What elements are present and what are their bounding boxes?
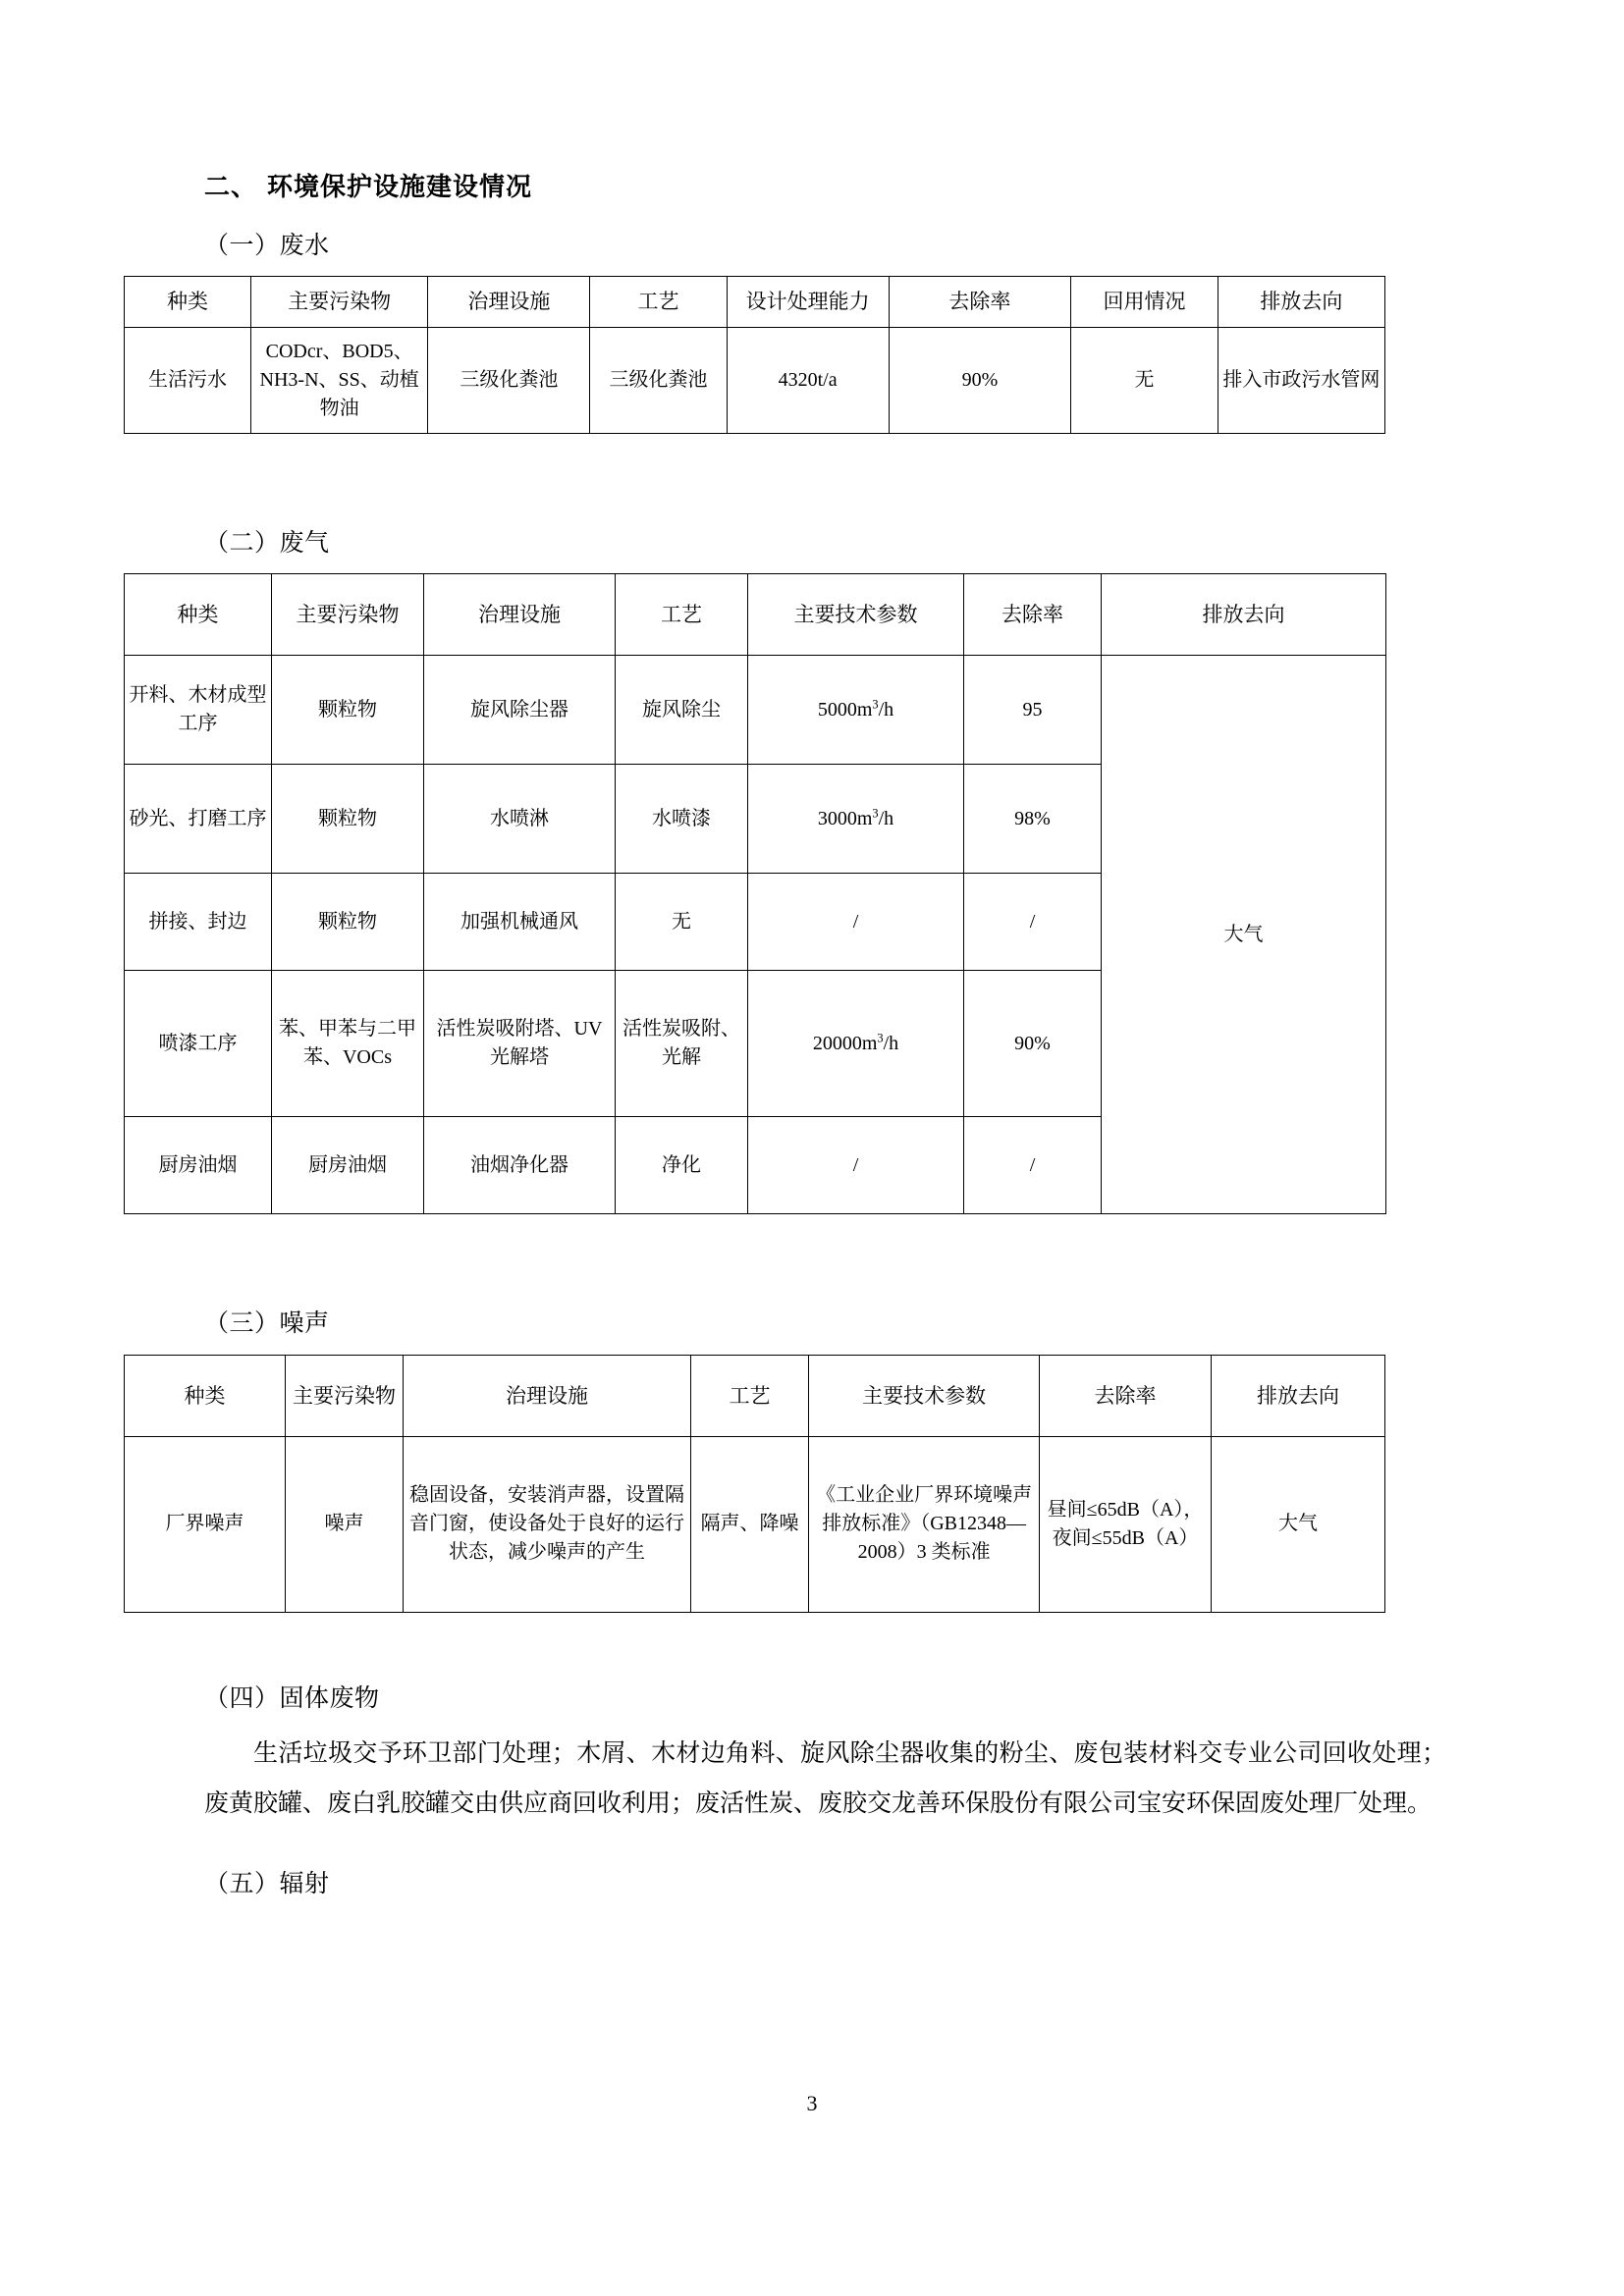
- column-header: 设计处理能力: [727, 277, 889, 327]
- cell-parameter: [748, 1117, 964, 1214]
- cell-pollutants: 颗粒物: [272, 874, 424, 971]
- cell-type: 喷漆工序: [125, 971, 272, 1117]
- cell-removal: 90%: [889, 327, 1071, 433]
- subsection-label-waste-gas: （二）废气: [204, 529, 330, 557]
- cell-parameter: [748, 874, 964, 971]
- cell-facility: 加强机械通风: [424, 874, 616, 971]
- table-header-row: [125, 574, 1386, 656]
- table-row: [125, 656, 1386, 765]
- cell-capacity: 4320t/a: [727, 327, 889, 433]
- cell-reuse: 无: [1071, 327, 1218, 433]
- column-header: 排放去向: [1218, 277, 1384, 327]
- solid-waste-paragraph: 生活垃圾交予环卫部门处理；木屑、木材边角料、旋风除尘器收集的粉尘、废包装材料交专业公司回收处理；废黄胶罐、废白乳胶罐交由供应商回收利用；废活性炭、废胶交龙善环保股份有限公司宝安环保固废处理厂处理。: [204, 1740, 1446, 1818]
- cell-type: 开料、木材成型工序: [125, 656, 272, 765]
- cell-type: 厨房油烟: [125, 1117, 272, 1214]
- param-tail: /h: [883, 1032, 899, 1054]
- column-header: 工艺: [690, 1355, 808, 1436]
- param-value: /: [852, 1153, 859, 1176]
- spacer: [185, 1214, 1446, 1308]
- cell-facility: 活性炭吸附塔、UV 光解塔: [424, 971, 616, 1117]
- wastewater-table: [124, 276, 1385, 433]
- column-header: 治理设施: [428, 277, 590, 327]
- column-header: 去除率: [889, 277, 1071, 327]
- cell-process: 隔声、降噪: [690, 1436, 808, 1612]
- page-number: 3: [806, 2091, 818, 2115]
- spacer: [185, 434, 1446, 528]
- cell-process: 三级化粪池: [590, 327, 727, 433]
- column-header: 主要污染物: [250, 277, 427, 327]
- cell-process: 旋风除尘: [616, 656, 748, 765]
- column-header: 工艺: [590, 277, 727, 327]
- param-value: 3000: [817, 807, 857, 829]
- column-header: 排放去向: [1211, 1355, 1384, 1436]
- param-exponent: 3: [877, 1031, 884, 1045]
- cell-parameter: 《工业企业厂界环境噪声排放标准》（GB12348—2008）3 类标准: [809, 1436, 1040, 1612]
- cell-parameter: [748, 765, 964, 874]
- cell-removal: /: [964, 1117, 1102, 1214]
- table-row: [125, 327, 1385, 433]
- param-tail: /h: [878, 698, 894, 721]
- spacer: [185, 1613, 1446, 1683]
- column-header: 治理设施: [404, 1355, 691, 1436]
- column-header: 主要技术参数: [809, 1355, 1040, 1436]
- cell-discharge-merged: 大气: [1102, 656, 1386, 1214]
- table-row: [125, 1436, 1385, 1612]
- subsection-label-noise: （三）噪声: [204, 1310, 330, 1338]
- cell-removal: /: [964, 874, 1102, 971]
- param-value: 5000: [817, 698, 857, 721]
- cell-type: 砂光、打磨工序: [125, 765, 272, 874]
- param-exponent: 3: [872, 806, 879, 821]
- cell-facility: 三级化粪池: [428, 327, 590, 433]
- param-unit: m: [856, 698, 873, 721]
- column-header: 治理设施: [424, 574, 616, 656]
- cell-pollutants: 苯、甲苯与二甲苯、VOCs: [272, 971, 424, 1117]
- column-header: 回用情况: [1071, 277, 1218, 327]
- spacer: [185, 1830, 1446, 1869]
- cell-type: 厂界噪声: [125, 1436, 286, 1612]
- cell-pollutants: 噪声: [285, 1436, 403, 1612]
- cell-process: 净化: [616, 1117, 748, 1214]
- cell-process: 水喷漆: [616, 765, 748, 874]
- cell-type: 拼接、封边: [125, 874, 272, 971]
- param-value: /: [852, 910, 859, 933]
- cell-pollutants: 厨房油烟: [272, 1117, 424, 1214]
- param-value: 20000: [812, 1032, 862, 1054]
- column-header: 排放去向: [1102, 574, 1386, 656]
- cell-parameter: [748, 656, 964, 765]
- column-header: 主要污染物: [285, 1355, 403, 1436]
- column-header: 去除率: [964, 574, 1102, 656]
- cell-facility: 油烟净化器: [424, 1117, 616, 1214]
- waste-gas-table: [124, 573, 1386, 1214]
- param-unit: m: [861, 1032, 878, 1054]
- column-header: 种类: [125, 1355, 286, 1436]
- column-header: 主要污染物: [272, 574, 424, 656]
- table-header-row: [125, 277, 1385, 327]
- cell-removal: 95: [964, 656, 1102, 765]
- cell-removal: 98%: [964, 765, 1102, 874]
- cell-removal: 昼间≤65dB（A），夜间≤55dB（A）: [1040, 1436, 1212, 1612]
- subsection-label-radiation: （五）辐射: [204, 1870, 330, 1897]
- cell-facility: 稳固设备，安装消声器，设置隔音门窗，使设备处于良好的运行状态，减少噪声的产生: [404, 1436, 691, 1612]
- cell-discharge: 大气: [1211, 1436, 1384, 1612]
- param-tail: /h: [878, 807, 894, 829]
- cell-facility: 旋风除尘器: [424, 656, 616, 765]
- page-title: 二、 环境保护设施建设情况: [204, 173, 533, 202]
- cell-parameter: [748, 971, 964, 1117]
- column-header: 去除率: [1040, 1355, 1212, 1436]
- cell-pollutants: CODcr、BOD5、NH3-N、SS、动植物油: [250, 327, 427, 433]
- cell-removal: 90%: [964, 971, 1102, 1117]
- subsection-label-solid-waste: （四）固体废物: [204, 1684, 380, 1712]
- table-header-row: [125, 1355, 1385, 1436]
- column-header: 主要技术参数: [748, 574, 964, 656]
- subsection-label-wastewater: （一）废水: [204, 232, 330, 259]
- cell-process: 无: [616, 874, 748, 971]
- cell-pollutants: 颗粒物: [272, 656, 424, 765]
- cell-facility: 水喷淋: [424, 765, 616, 874]
- cell-discharge: 排入市政污水管网: [1218, 327, 1384, 433]
- param-unit: m: [856, 807, 873, 829]
- column-header: 种类: [125, 277, 251, 327]
- column-header: 工艺: [616, 574, 748, 656]
- column-header: 种类: [125, 574, 272, 656]
- cell-process: 活性炭吸附、光解: [616, 971, 748, 1117]
- cell-pollutants: 颗粒物: [272, 765, 424, 874]
- cell-type: 生活污水: [125, 327, 251, 433]
- noise-table: [124, 1355, 1385, 1613]
- param-exponent: 3: [872, 697, 879, 712]
- page-content: [129, 172, 1446, 1914]
